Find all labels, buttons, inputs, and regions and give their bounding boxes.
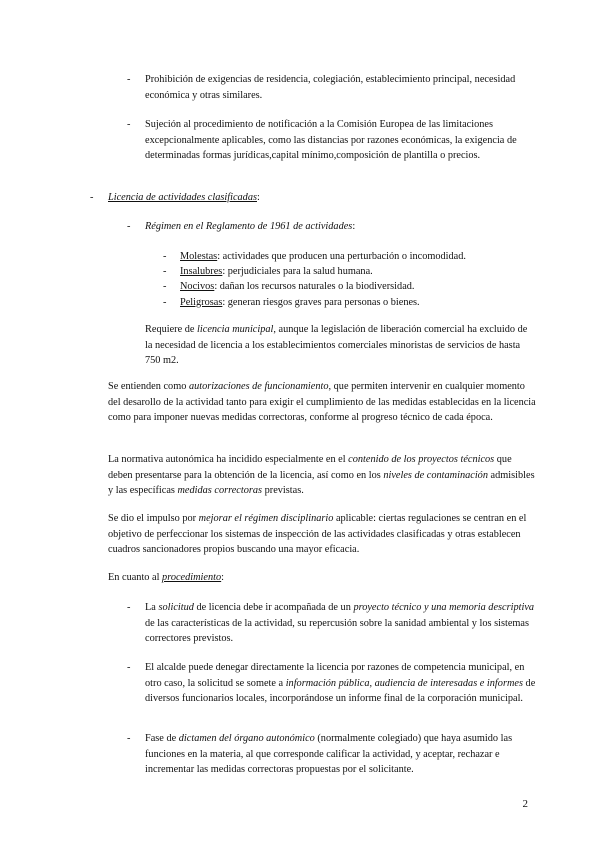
text-run: La normativa autonómica ha incidido especialmente en el [108, 454, 349, 465]
category-term: Nocivos [180, 281, 215, 293]
category-term: Peligrosas [180, 296, 223, 308]
bullet-dash: - [127, 733, 131, 744]
text-run: que deben presentarse para la obtención de la licencia, así como en los [108, 454, 512, 481]
list-item [163, 249, 540, 264]
emphasis: solicitud [158, 602, 194, 613]
list-item [145, 600, 537, 647]
emphasis: contenido de los proyectos técnicos [348, 454, 495, 465]
categories-list [163, 249, 540, 310]
bullet-dash: - [127, 119, 131, 130]
bullet-dash: - [163, 251, 167, 262]
category-desc: : generan riesgos graves para personas o bienes. [222, 296, 420, 308]
section-title: Licencia de actividades clasificadas [108, 192, 257, 203]
bullet-dash: - [127, 74, 131, 85]
impulso-paragraph [108, 511, 536, 558]
page-number: 2 [522, 798, 528, 810]
emphasis: niveles de contaminación [383, 469, 488, 481]
text-run: aplicable: ciertas regulaciones se centran en el objetivo de perfeccionar los sistemas de inspección de las actividades clasificadas y otras establecen cuadros sancionadores propios buscando una mayor eficacia. [108, 513, 527, 556]
emphasis: proyecto técnico y una memoria descriptiva [353, 602, 535, 613]
bullet-dash: - [163, 266, 167, 278]
category-desc: : actividades que producen una perturbación o incomodidad. [217, 251, 466, 262]
emphasis: licencia municipal [197, 324, 274, 335]
list-item [163, 295, 540, 310]
category-desc: : perjudiciales para la salud humana. [222, 266, 373, 278]
emphasis: mejorar el régimen disciplinario [198, 513, 334, 524]
text-run: (normalmente colegiado) que haya asumido las funciones en la materia, al que corresponde calificar la actividad, y aceptar, rechazar e incrementar las medidas correctoras propuestas por el solicitante. [145, 733, 513, 776]
list-item: Sujeción al procedimiento de notificación a la Comisión Europea de las limitaciones excepcionalmente aplicables, como las distancias por razones económicas, la exigencia de determinadas formas jurídicas,capital mínimo,composición de plantilla o precios. [145, 119, 517, 162]
list-item [145, 731, 537, 778]
text-run: Se dio el impulso por [108, 513, 199, 524]
text-run: Se entienden como [108, 381, 189, 392]
text-run: Requiere de [145, 324, 198, 335]
requiere-paragraph [145, 322, 537, 369]
emphasis: medidas correctoras [177, 485, 263, 497]
text-run: La [145, 602, 159, 613]
section-title-suffix: : [256, 192, 260, 203]
procedimiento-heading [108, 570, 536, 586]
list-item: Prohibición de exigencias de residencia, colegiación, establecimiento principal, necesidad económica y otras similares. [145, 74, 516, 101]
text-run: de licencia debe ir acompañada de un [193, 602, 354, 613]
bullet-dash: - [127, 662, 131, 673]
section-heading [108, 190, 508, 206]
category-term: Molestas [180, 251, 218, 262]
category-term: Insalubres [180, 266, 223, 278]
text-run: de las características de la actividad, su repercusión sobre la sanidad ambiental y los sistemas correctores previstos. [145, 617, 529, 645]
autorizaciones-paragraph [108, 379, 536, 426]
category-desc: : dañan los recursos naturales o la biodiversidad. [214, 281, 415, 293]
bullet-dash: - [163, 281, 167, 293]
text-run: previstas. [262, 485, 304, 497]
text-run: : [221, 572, 225, 583]
subsection-title-suffix: : [352, 221, 356, 232]
emphasis: información pública, audiencia de interesadas e informes [285, 677, 523, 689]
bullet-dash: - [163, 296, 167, 308]
subsection-heading [145, 219, 540, 235]
emphasis: autorizaciones de funcionamiento [188, 381, 329, 392]
list-item [163, 264, 540, 279]
bullet-dash: - [90, 192, 94, 203]
bullet-dash: - [127, 221, 131, 232]
text-run: En cuanto al [108, 572, 163, 583]
subsection-title: Régimen en el Reglamento de 1961 de actividades [145, 221, 353, 232]
text-run: , que permiten intervenir en cualquier momento del desarollo de la actividad tanto para exigir el cumplimiento de las medidas establecidas en la licencia como para imponer nuevas medidas correctoras, conforme al progreso técnico de cada época. [108, 381, 536, 424]
text-run: Fase de [145, 733, 179, 744]
text-run: , aunque la legislación de liberación comercial ha excluido de la necesidad de licencia a los establecimientos comerciales minoristas de servicios de hasta 750 m2. [145, 324, 528, 367]
bullet-dash: - [127, 602, 131, 613]
emphasis: dictamen del órgano autonómico [178, 733, 315, 744]
list-item [145, 660, 537, 707]
list-item [163, 279, 540, 294]
normativa-paragraph [108, 452, 536, 499]
text-run: de diversos funcionarios locales, incorporándose un informe final de la corporación municipal. [145, 677, 536, 705]
text-run: admisibles y las específicas [108, 469, 535, 497]
emphasis: procedimiento [162, 572, 222, 583]
text-run: El alcalde puede denegar directamente la licencia por razones de competencia municipal, en otro caso, la solicitud se somete a [145, 662, 525, 689]
